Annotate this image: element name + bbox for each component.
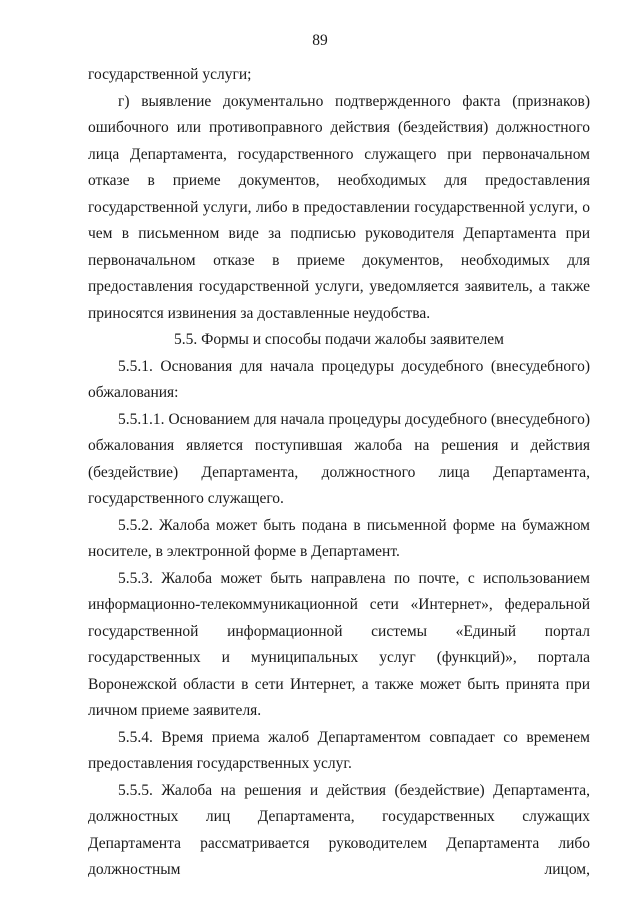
paragraph-5-5-5: 5.5.5. Жалоба на решения и действия (бездействие) Департамента, должностных лиц Департамента, государственных служащих Департамента рассматривается руководителем Департамента либо должностным лицом, (88, 781, 590, 878)
paragraph-5-5-4: 5.5.4. Время приема жалоб Департаментом совпадает со временем предоставления государственных услуг. (88, 728, 590, 772)
paragraph-5-5-2: 5.5.2. Жалоба может быть подана в письменной форме на бумажном носителе, в электронной форме в Департамент. (88, 516, 590, 560)
page-number: 89 (312, 32, 328, 49)
document-body (88, 62, 590, 884)
section-heading: 5.5. Формы и способы подачи жалобы заявителем (174, 331, 504, 348)
paragraph-continuation: государственной услуги; (88, 66, 252, 83)
paragraph-item-g: г) выявление документально подтвержденного факта (признаков) ошибочного или противоправного действия (бездействия) должностного лица Департамента, государственного служащего при первоначальном отказе в приеме документов, необходимых для предоставления государственной услуги, либо в предоставлении государственной услуги, о чем в письменном виде за подписью руководителя Департамента при первоначальном отказе в приеме документов, необходимых для предоставления государственной услуги, уведомляется заявитель, а также приносятся извинения за доставленные неудобства. (88, 92, 590, 322)
paragraph-5-5-1-1: 5.5.1.1. Основанием для начала процедуры досудебного (внесудебного) обжалования является поступившая жалоба на решения и действия (бездействие) Департамента, должностного лица Департамента, государственного служащего. (88, 410, 590, 507)
paragraph-5-5-1: 5.5.1. Основания для начала процедуры досудебного (внесудебного) обжалования: (88, 357, 590, 401)
paragraph-5-5-3: 5.5.3. Жалоба может быть направлена по почте, с использованием информационно-телекоммуникационной сети «Интернет», федеральной государственной информационной системы «Единый портал государственных и муниципальных услуг (функций)», портала Воронежской области в сети Интернет, а также может быть принята при личном приеме заявителя. (88, 569, 590, 719)
